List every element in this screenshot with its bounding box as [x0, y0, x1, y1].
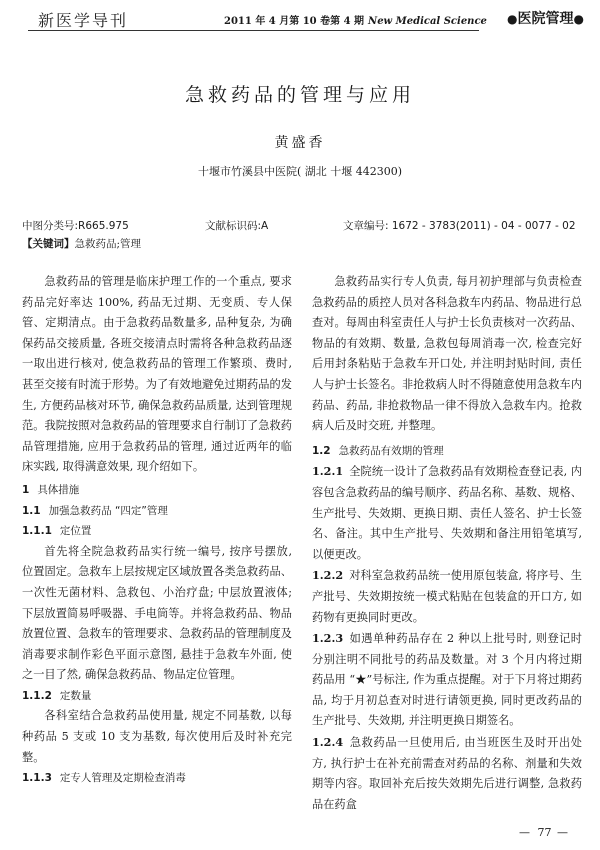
right-column	[312, 272, 582, 815]
heading-number: 1	[22, 483, 30, 496]
article-title: 急救药品的管理与应用	[184, 84, 415, 106]
keywords-label: 【关键词】	[22, 238, 75, 250]
left-column	[22, 272, 292, 789]
classification-number: 中图分类号:R665.975	[22, 220, 129, 232]
journal-name: 新医学导刊	[38, 11, 129, 30]
bullet-icon: ●	[573, 12, 584, 26]
paragraph-text: 急救药品一旦使用后, 由当班医生及时开出处方, 执行护士在补充前需查对药品的名称、剂量和失效期等内容。取回补充后按失效期先后进行调整, 急救药品在药盒	[312, 736, 582, 811]
heading-number: 1.1.1	[22, 525, 52, 538]
section-heading	[22, 521, 292, 542]
page-number: — 77 —	[519, 826, 570, 839]
paragraph-number: 1.2.1	[312, 464, 344, 479]
body-paragraph: 各科室结合急救药品使用量, 规定不同基数, 以每种药品 5 支或 10 支为基数, 每次使用后及时补充完整。	[22, 709, 292, 764]
paragraph-text: 如遇单种药品存在 2 种以上批号时, 则登记时分别注明不同批号的药品及数量。对 3 个月内将过期药品用 “★”号标注, 作为重点提醒。对于下月将过期药品, 均于月初总查对时进行请领更换, 同时更改药品的生产批号、失效期, 并注明更换日期签名。	[312, 632, 582, 728]
paragraph-number: 1.2.4	[312, 735, 344, 750]
issue-info	[224, 12, 487, 27]
numbered-paragraph	[312, 461, 582, 565]
section-heading	[22, 768, 292, 789]
heading-number: 1.1.3	[22, 772, 52, 785]
page-number-value: 77	[537, 826, 552, 839]
section-name: 医院管理	[517, 11, 574, 27]
heading-text: 定位置	[59, 525, 92, 538]
keywords-text: 急救药品;管理	[74, 238, 142, 250]
numbered-paragraph	[312, 732, 582, 815]
header-divider	[28, 30, 479, 31]
paragraph-number: 1.2.3	[312, 631, 344, 646]
heading-text: 定专人管理及定期检查消毒	[59, 772, 186, 785]
heading-text: 急救药品有效期的管理	[338, 444, 444, 457]
section-heading	[22, 480, 292, 501]
section-heading	[22, 686, 292, 707]
article-number: 文章编号: 1672 - 3783(2011) - 04 - 0077 - 02	[343, 220, 576, 232]
running-header	[28, 8, 584, 30]
body-paragraph: 急救药品实行专人负责, 每月初护理部与负责检查急救药品的质控人员对各科急救车内药品、物品进行总查对。每周由科室责任人与护士长负责核对一次药品、物品的有效期、数量, 急救包每周消毒一次, 检查完好后用封条粘贴于急救车开口处, 并注明封贴时间, 责任人与护士长签名。非抢救病人时不得随意使用急救车内药品、药品, 非抢救物品一律不得放入急救车内。抢救病人后及时交班, 并整理。	[312, 275, 582, 433]
body-paragraph: 首先将全院急救药品实行统一编号, 按序号摆放, 位置固定。急救车上层按规定区域放置各类急救药品、一次性无菌材料、急救包、小治疗盘; 中层放置液体; 下层放置简易呼吸器、手电筒等。并将急救药品、物品放置位置、急救车的管理要求、急救药品的管理制度及消毒要求制作彩色平面示意图, 悬挂于急救车外面, 使之一目了然, 确保急救药品、物品定位管理。	[22, 544, 292, 682]
paragraph-text: 全院统一设计了急救药品有效期检查登记表, 内容包含急救药品的编号顺序、药品名称、基数、规格、生产批号、失效期、更换日期、责任人签名、护士长签名、备注。其中生产批号、失效期和备注用铅笔填写, 以便更改。	[312, 465, 582, 561]
heading-number: 1.1	[22, 504, 41, 517]
journal-english-name: New Medical Science	[368, 16, 487, 27]
section-tag	[507, 8, 584, 28]
heading-number: 1.1.2	[22, 689, 52, 702]
intro-paragraph: 急救药品的管理是临床护理工作的一个重点, 要求药品完好率达 100%, 药品无过期、无变质、专人保管、定期清点。由于急救药品数量多, 品种复杂, 为确保药品交接质量, 各班交接清点时需将各种急救药品逐一取出进行核对, 使急救药品的管理工作繁琐、费时, 甚至交接有时流于形势。为了有效地避免过期药品的发生, 方便药品核对环节, 确保急救药品质量, 达到管理规范。我院按照对急救药品的管理要求自行制订了急救药品管理措施, 应用于急救药品的管理, 通过近两年的临床实践, 取得满意效果, 现介绍如下。	[22, 275, 292, 474]
numbered-paragraph	[312, 628, 582, 732]
paragraph-number: 1.2.2	[312, 568, 344, 583]
heading-text: 定数量	[59, 689, 92, 702]
heading-text: 具体措施	[37, 483, 80, 496]
author: 黄盛香	[274, 135, 326, 151]
heading-text: 加强急救药品 “四定”管理	[48, 504, 168, 517]
document-code: 文献标识码:A	[205, 220, 269, 232]
keywords	[22, 236, 141, 251]
numbered-paragraph	[312, 565, 582, 628]
section-heading	[312, 441, 582, 462]
affiliation: 十堰市竹溪县中医院( 湖北 十堰 442300)	[197, 165, 403, 178]
heading-number: 1.2	[312, 444, 331, 457]
section-heading	[22, 501, 292, 522]
issue-date: 2011 年 4 月第 10 卷第 4 期	[224, 16, 365, 27]
paragraph-text: 对科室急救药品统一使用原包装盒, 将序号、生产批号、失效期按统一模式粘贴在包装盒的开口方, 如药物有更换同时更改。	[312, 569, 582, 624]
bullet-icon: ●	[507, 12, 518, 26]
